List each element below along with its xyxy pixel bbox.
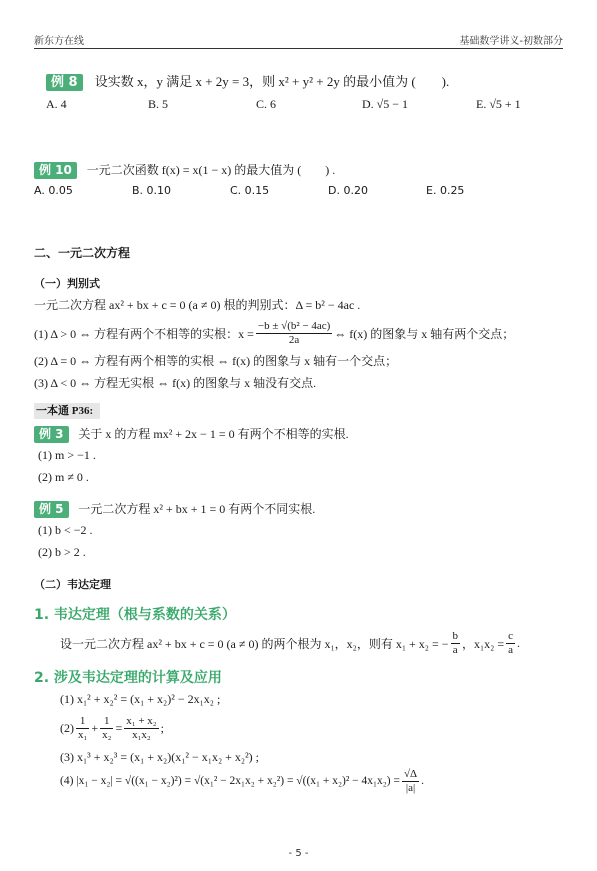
page-number: - 5 - [288, 848, 309, 859]
fraction [402, 768, 419, 795]
fraction-denominator: |a| [405, 781, 416, 794]
fraction-numerator: 1 [76, 715, 89, 729]
example-stem: 一元二次函数 f(x) = x(1 − x) 的最大值为 ( ) . [86, 163, 336, 177]
example-badge: 例 10 [34, 162, 77, 179]
formula-4 [60, 764, 424, 798]
ex3-condition-2: (2) m ≠ 0 . [38, 470, 89, 484]
section-title: 二、一元二次方程 [34, 246, 131, 260]
fraction-denominator: x₂ [102, 728, 112, 741]
fraction-denominator: 2a [288, 333, 300, 346]
fraction-numerator: x₁ + x₂ [126, 714, 157, 727]
ex10-option-d: D. 0.20 [328, 184, 368, 197]
formula-2 [60, 710, 164, 746]
example-badge: 例 5 [34, 501, 69, 518]
vieta-text-mid: ，x₁x₂ = [462, 636, 505, 651]
vieta-applications-heading: 2. 涉及韦达定理的计算及应用 [34, 670, 222, 686]
case1-tail: ⇔ f(x) 的图象与 x 轴有两个交点； [334, 326, 515, 341]
example-3 [34, 425, 349, 443]
ex10-option-e: E. 0.25 [426, 184, 465, 197]
example-8 [46, 71, 449, 91]
formula-label: (2) [60, 720, 74, 735]
example-5 [34, 500, 315, 518]
header-divider [34, 48, 563, 49]
fraction-numerator: −b ± √(b² − 4ac) [257, 319, 331, 332]
fraction-denominator: a [452, 643, 458, 656]
fraction-numerator: c [508, 629, 514, 642]
vieta-text-end: . [517, 635, 521, 650]
discriminant-case-2: (2) Δ = 0 ⇔ 方程有两个相等的实根 ⇔ f(x) 的图象与 x 轴有一个交点； [34, 354, 398, 368]
header-left: 新东方在线 [34, 36, 84, 47]
header-right: 基础数学讲义-初数部分 [459, 36, 563, 47]
ex10-option-b: B. 0.10 [132, 184, 172, 197]
ex5-condition-1: (1) b < −2 . [38, 523, 93, 537]
example-stem: 一元二次方程 x² + bx + 1 = 0 有两个不同实根. [78, 502, 316, 516]
subsection-title: （二）韦达定理 [34, 578, 111, 591]
quadratic-formula-fraction [256, 320, 332, 347]
ex8-option-a: A. 4 [46, 97, 67, 111]
fraction [76, 715, 89, 742]
example-badge: 例 8 [46, 74, 83, 91]
subsection-title: （一）判别式 [34, 277, 100, 290]
formula-1: (1) x₁² + x₂² = (x₁ + x₂)² − 2x₁x₂ ; [60, 692, 221, 706]
discriminant-case-3: (3) Δ < 0 ⇔ 方程无实根 ⇔ f(x) 的图象与 x 轴没有交点. [34, 376, 317, 390]
discriminant-definition: 一元二次方程 ax² + bx + c = 0 (a ≠ 0) 根的判别式：Δ = b² − 4ac . [34, 298, 361, 312]
vieta-statement [60, 626, 520, 660]
operator: + [91, 720, 99, 735]
sum-fraction [451, 630, 461, 657]
example-10 [34, 161, 335, 179]
formula-end: ; [160, 720, 164, 735]
formula-end: . [421, 775, 425, 787]
example-stem: 关于 x 的方程 mx² + 2x − 1 = 0 有两个不相等的实根. [78, 427, 349, 441]
ex5-condition-2: (2) b > 2 . [38, 545, 86, 559]
ex8-option-d: D. √5 − 1 [362, 97, 409, 111]
fraction-numerator: 1 [100, 715, 113, 729]
formula-text: (4) |x₁ − x₂| = √((x₁ − x₂)²) = √(x₁² − 2x₁x₂ + x₂²) = √((x₁ + x₂)² − 4x₁x₂) = [60, 775, 401, 787]
ex10-option-c: C. 0.15 [230, 184, 270, 197]
fraction-denominator: x₁ [78, 728, 88, 741]
fraction [100, 715, 113, 742]
book-reference-tag: 一本通 P36: [34, 403, 100, 419]
case1-text: (1) Δ > 0 ⇔ 方程有两个不相等的实根：x = [34, 326, 254, 341]
ex8-option-b: B. 5 [148, 97, 169, 111]
vieta-heading: 1. 韦达定理（根与系数的关系） [34, 607, 236, 623]
fraction-denominator: x₁x₂ [132, 728, 151, 741]
ex10-option-a: A. 0.05 [34, 184, 73, 197]
fraction-denominator: a [508, 643, 514, 656]
fraction-numerator: √Δ [404, 767, 418, 780]
example-stem: 设实数 x，y 满足 x + 2y = 3，则 x² + y² + 2y 的最小值为 ( ). [94, 74, 450, 89]
formula-3: (3) x₁³ + x₂³ = (x₁ + x₂)(x₁² − x₁x₂ + x₂²) ; [60, 750, 260, 764]
ex8-option-e: E. √5 + 1 [476, 97, 521, 111]
fraction [124, 715, 158, 742]
product-fraction [506, 630, 515, 657]
vieta-text: 设一元二次方程 ax² + bx + c = 0 (a ≠ 0) 的两个根为 x₁，x₂，则有 x₁ + x₂ = − [60, 636, 449, 651]
operator: = [115, 720, 123, 735]
example-badge: 例 3 [34, 426, 69, 443]
fraction-numerator: b [452, 629, 458, 642]
ex8-option-c: C. 6 [256, 97, 277, 111]
discriminant-case-1 [34, 316, 514, 350]
ex3-condition-1: (1) m > −1 . [38, 448, 96, 462]
